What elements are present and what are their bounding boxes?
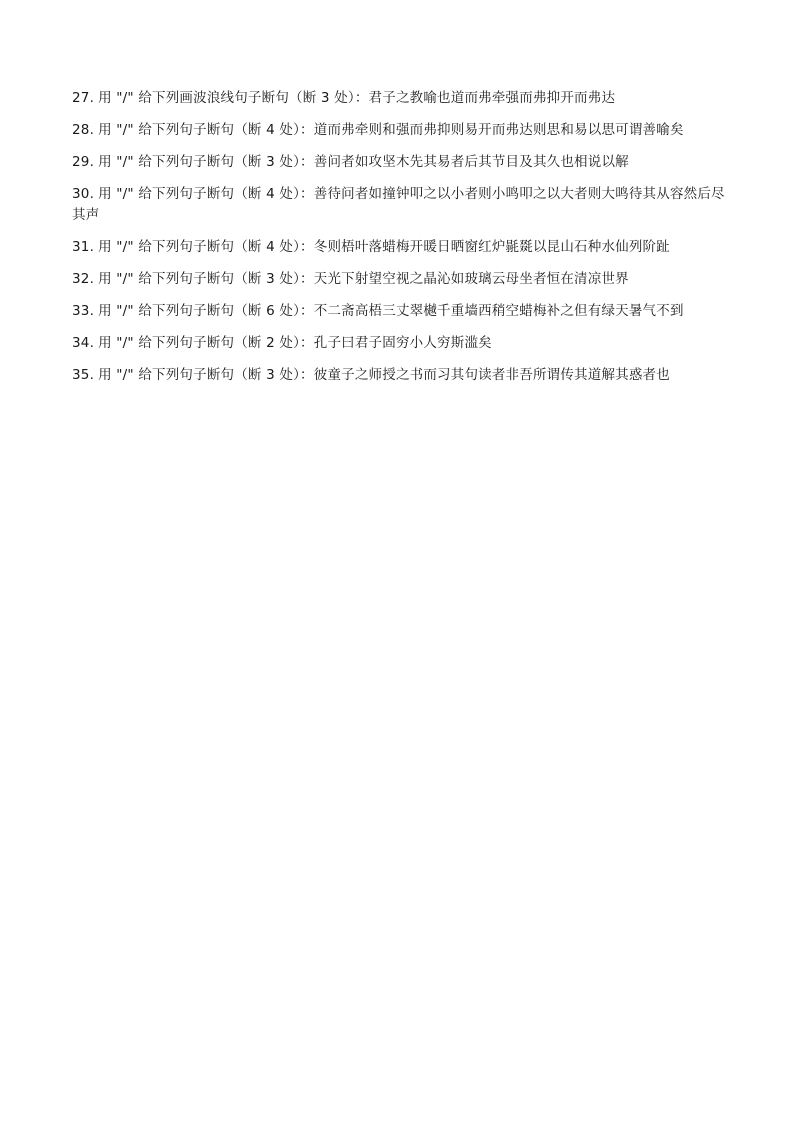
question-number: 28. — [72, 122, 95, 138]
question-text: 用 "/" 给下列句子断句（断 3 处）：天光下射望空视之晶沁如玻璃云母坐者恒在清凉世界 — [98, 271, 629, 287]
question-34 — [72, 333, 730, 354]
question-number: 27. — [72, 90, 95, 106]
question-32 — [72, 269, 730, 290]
question-number: 30. — [72, 186, 95, 202]
question-number: 35. — [72, 367, 95, 383]
question-33 — [72, 301, 730, 322]
question-text: 用 "/" 给下列句子断句（断 3 处）：善问者如攻坚木先其易者后其节目及其久也相说以解 — [98, 154, 629, 170]
question-29 — [72, 152, 730, 173]
question-text: 用 "/" 给下列画波浪线句子断句（断 3 处）：君子之教喻也道而弗牵强而弗抑开而弗达 — [98, 90, 616, 106]
question-number: 31. — [72, 239, 95, 255]
question-31 — [72, 237, 730, 258]
question-30 — [72, 184, 730, 226]
question-text: 用 "/" 给下列句子断句（断 4 处）：善待问者如撞钟叩之以小者则小鸣叩之以大者则大鸣待其从容然后尽其声 — [72, 186, 725, 223]
question-27 — [72, 88, 730, 109]
question-text: 用 "/" 给下列句子断句（断 2 处）：孔子曰君子固穷小人穷斯滥矣 — [98, 335, 492, 351]
question-number: 33. — [72, 303, 95, 319]
question-28 — [72, 120, 730, 141]
question-text: 用 "/" 给下列句子断句（断 4 处）：冬则梧叶落蜡梅开暖日晒窗红炉毾毲以昆山石种水仙列阶趾 — [98, 239, 670, 255]
question-text: 用 "/" 给下列句子断句（断 3 处）：彼童子之师授之书而习其句读者非吾所谓传其道解其惑者也 — [98, 367, 670, 383]
question-text: 用 "/" 给下列句子断句（断 6 处）：不二斋高梧三丈翠樾千重墙西稍空蜡梅补之但有绿天暑气不到 — [98, 303, 684, 319]
question-number: 29. — [72, 154, 95, 170]
question-text: 用 "/" 给下列句子断句（断 4 处）：道而弗牵则和强而弗抑则易开而弗达则思和易以思可谓善喻矣 — [98, 122, 684, 138]
question-number: 34. — [72, 335, 95, 351]
question-number: 32. — [72, 271, 95, 287]
question-35 — [72, 365, 730, 386]
